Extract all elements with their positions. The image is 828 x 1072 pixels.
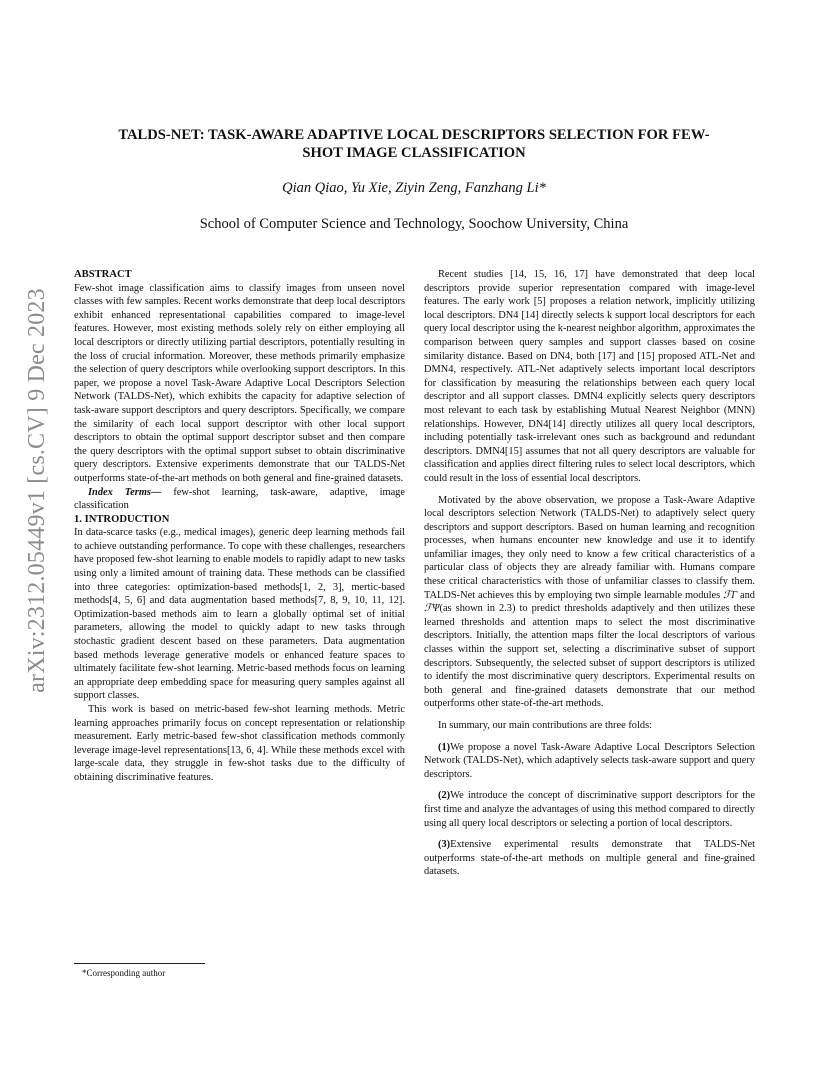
intro-paragraph-3: Recent studies [14, 15, 16, 17] have demonstrated that deep local descriptors provide superior representation compared with image-level features. The early work [5] proposes a relation network, implicitly utilizing local descriptors. DN4 [14] directly selects k support local descriptors for each query local descriptor using the k-nearest neighbor algorithm, approximates the comparison between query samples and support classes based on cosine similarity distance. Based on DN4, both [17] and [15] proposed ATL-Net and DMN4, respectively. ATL-Net adaptively selects important local descriptors for classification by measuring the relationships between each query local descriptor and all support classes. DMN4 explicitly selects query descriptors most relevant to each task by establishing Mutual Nearest Neighbor (MNN) relationships. However, DN4[14] directly utilizes all query local descriptors, including potentially task-irrelevant ones such as background and redundant descriptors. DMN4[15] assumes that not all query descriptors are valuable for classification and applies direct filtering rules to select local descriptors, which could result in the loss of essential local descriptors. xyxy=(424,269,755,484)
intro-paragraph-2: This work is based on metric-based few-shot learning methods. Metric learning approaches primarily focus on concept representation or relationship measurement. Early metric-based few-shot classification methods commonly leverage image-level representations[13, 6, 4]. While these methods excel with large-scale data, they struggle in few-shot tasks due to the difficulty of obtaining discriminative features. xyxy=(74,704,405,783)
paper-affiliation: School of Computer Science and Technology, Soochow University, China xyxy=(199,216,629,232)
intro-paragraph-5: In summary, our main contributions are three folds: xyxy=(438,720,653,731)
contribution-1 xyxy=(424,741,755,782)
symbol-f-gamma: ℱΓ xyxy=(723,589,738,601)
paper-title: TALDS-NET: TASK-AWARE ADAPTIVE LOCAL DESCRIPTORS SELECTION FOR FEW-SHOT IMAGE CLASSIFICATION xyxy=(118,127,710,161)
paper-authors: Qian Qiao, Yu Xie, Ziyin Zeng, Fanzhang Li* xyxy=(282,180,546,196)
left-column xyxy=(74,268,405,785)
contribution-2 xyxy=(424,789,755,830)
contribution-1-text: We propose a novel Task-Aware Adaptive Local Descriptors Selection Network (TALDS-Net), which adaptively selects task-aware support and query descriptors. xyxy=(424,741,755,780)
contribution-3-number: (3) xyxy=(438,839,451,851)
p4-text-a: Motivated by the above observation, we propose a Task-Aware Adaptive local descriptors selection Network (TALDS-Net) to adaptively select query descriptors and support descriptors. Based on human learning and recognition processes, when humans encounter new knowledge and use it to identify unfamiliar images, they only need to know a few critical characteristics of a particular class of objects they are already familiar with. Humans compare these critical characteristics with those of unfamiliar classes to classify them. TALDS-Net achieves this by employing two simple learnable modules xyxy=(424,494,755,601)
intro-paragraph-1: In data-scarce tasks (e.g., medical images), generic deep learning methods fail to achieve outstanding performance. To cope with these challenges, researchers have proposed few-shot learning to enable models to rapidly adapt to new tasks using only a limited amount of training data. These methods can be classified into three categories: optimization-based methods[1, 2, 3], mertic-based methods[4, 5, 6] and data augmentation based methods[7, 8, 9, 10, 11, 12]. Optimization-based methods aim to learn a globally optimal set of initial parameters, allowing the model to quickly adapt to new tasks through stochastic gradient descent based on these parameters. Data augmentation based methods leverage generative models or enhanced feature spaces to ultimately facilitate few-shot learning. Metric-based methods focus on learning an appropriate deep embedding space for measuring query samples against all support classes. xyxy=(74,527,405,702)
abstract-heading: ABSTRACT xyxy=(74,269,132,280)
symbol-f-psi: ℱΨ xyxy=(424,603,440,615)
introduction-heading: 1. INTRODUCTION xyxy=(74,513,170,525)
index-terms xyxy=(74,486,405,513)
intro-paragraph-4 xyxy=(424,494,755,712)
right-column xyxy=(424,268,755,879)
arxiv-id-text: arXiv:2312.05449v1 [cs.CV] 9 Dec 2023 xyxy=(23,287,50,693)
p4-and: and xyxy=(737,589,755,601)
contribution-3 xyxy=(424,838,755,879)
contribution-3-text: Extensive experimental results demonstrate that TALDS-Net outperforms state-of-the-art methods on multiple general and fine-grained datasets. xyxy=(424,839,755,878)
contribution-2-text: We introduce the concept of discriminative support descriptors for the first time and analyze the advantages of using this method compared to directly using all query local descriptors or selecting a portion of local descriptors. xyxy=(424,790,755,829)
index-terms-text: few-shot learning, task-aware, adaptive, image classification xyxy=(74,486,405,512)
contribution-2-number: (2) xyxy=(438,790,451,802)
arxiv-identifier xyxy=(22,287,52,693)
p4-text-b: (as shown in 2.3) to predict thresholds adaptively and then utilizes these learned thresholds and attention maps to select the most discriminative descriptors. Initially, the attention maps filter the local descriptors of various classes within the support set, selecting a discriminative subset of support descriptors. Subsequently, the selected subset of support descriptors is utilized to identify the most discriminative query descriptors. Experimental results on both general and fine-grained datasets demonstrate that our method outperforms other state-of-the-art methods. xyxy=(424,603,755,710)
footnote-corresponding-author: *Corresponding author xyxy=(82,968,166,978)
index-terms-label: Index Terms— xyxy=(88,486,162,498)
contribution-1-number: (1) xyxy=(438,741,451,753)
abstract-text: Few-shot image classification aims to classify images from unseen novel classes with few samples. Recent works demonstrate that deep local descriptors exhibit enhanced representational capabilities compared to image-level features. However, most existing methods solely rely on either employing all local descriptors or directly utilizing partial descriptors, potentially resulting in the loss of crucial information. Moreover, these methods primarily emphasize the selection of query descriptors while overlooking support descriptors. In this paper, we propose a novel Task-Aware Adaptive Local Descriptors Selection Network (TALDS-Net), which exhibits the capacity for adaptive selection of task-aware support descriptors and query descriptors. Specifically, we compare the similarity of each local support descriptor with other local support descriptors to obtain the optimal support descriptor subset and then compare the query descriptors with the optimal support subset to obtain discriminative query descriptors. Extensive experiments demonstrate that our TALDS-Net outperforms state-of-the-art methods on both general and fine-grained datasets. xyxy=(74,282,405,484)
footnote-divider xyxy=(74,963,205,964)
